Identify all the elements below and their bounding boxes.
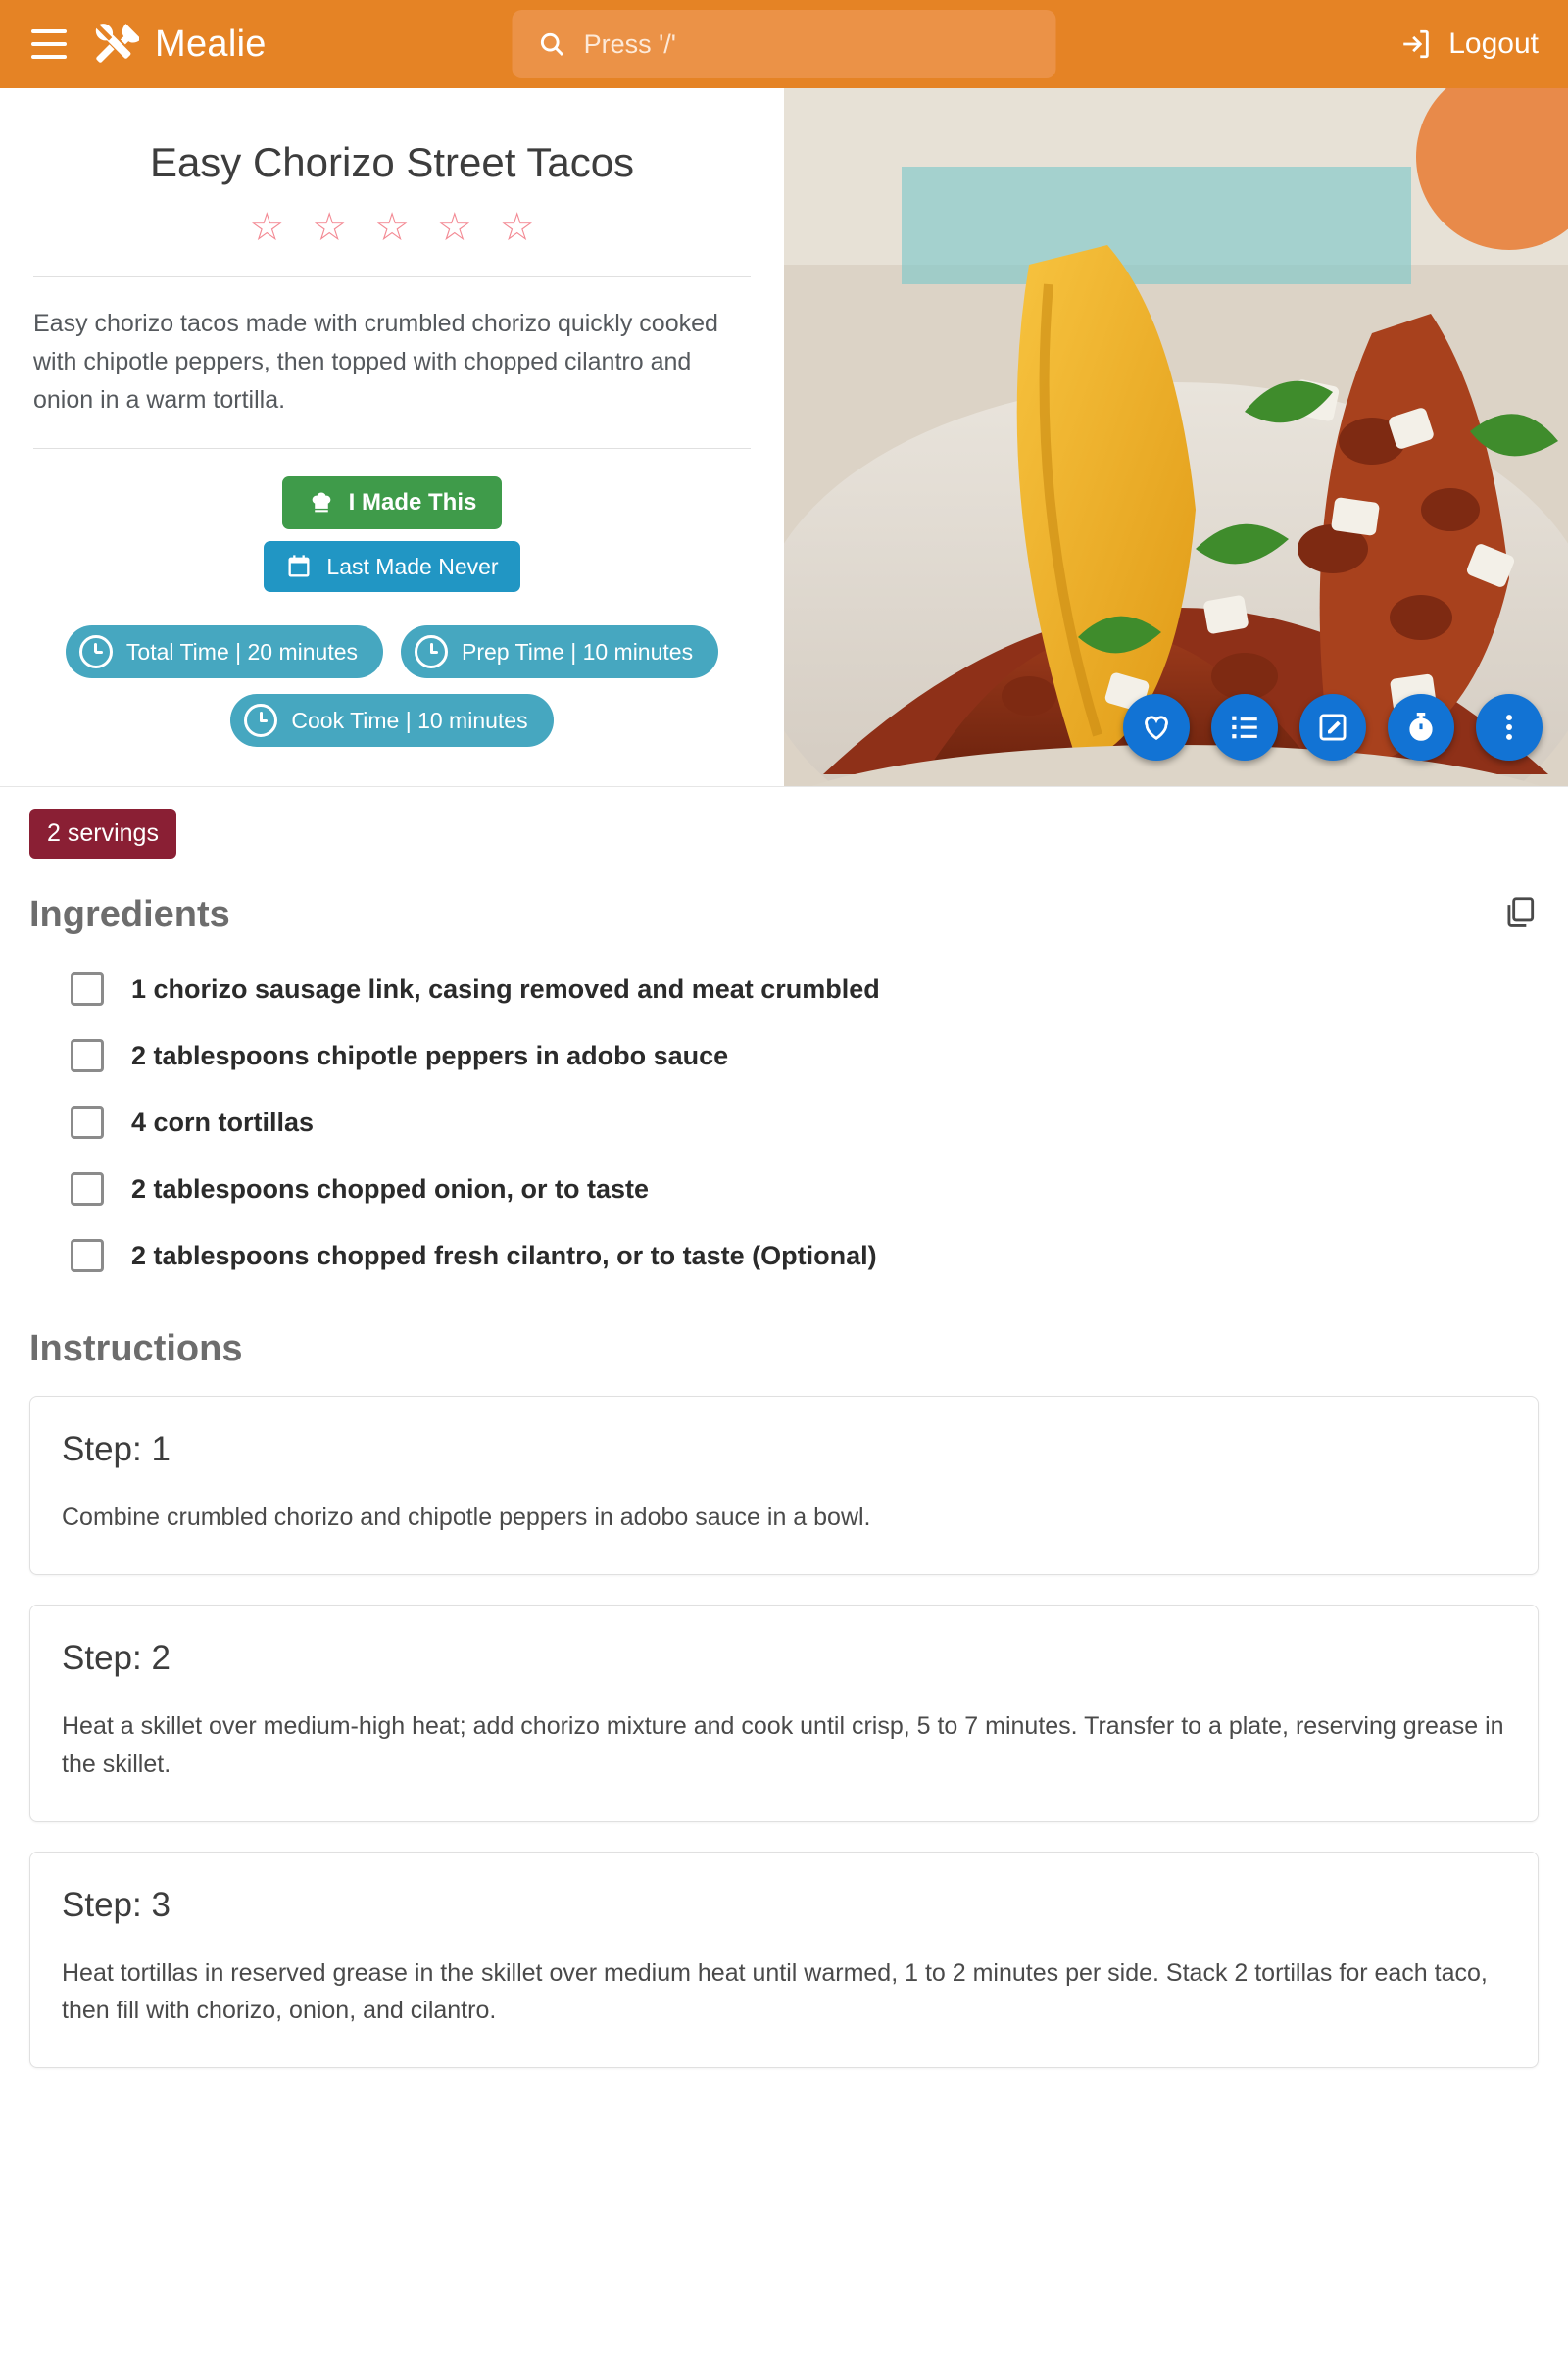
star-3[interactable]: ☆ bbox=[374, 206, 410, 249]
ingredient-checkbox[interactable] bbox=[71, 1172, 104, 1206]
ingredient-checkbox[interactable] bbox=[71, 972, 104, 1006]
chef-hat-icon bbox=[308, 489, 335, 517]
instructions-heading: Instructions bbox=[29, 1328, 243, 1370]
recipe-hero bbox=[0, 88, 1568, 787]
prep-time-label: Prep Time | 10 minutes bbox=[462, 638, 694, 665]
ingredient-label: 2 tablespoons chopped fresh cilantro, or to taste (Optional) bbox=[131, 1240, 877, 1270]
step-text: Combine crumbled chorizo and chipotle peppers in adobo sauce in a bowl. bbox=[62, 1504, 871, 1532]
recipe-image bbox=[784, 88, 1568, 786]
star-1[interactable]: ☆ bbox=[249, 206, 285, 249]
divider-top bbox=[33, 276, 751, 277]
step-text: Heat a skillet over medium-high heat; add chorizo mixture and cook until crisp, 5 to 7 minutes. Transfer to a plate, reserving grease in the skillet. bbox=[62, 1712, 1504, 1778]
app-title: Mealie bbox=[155, 23, 267, 65]
prep-time-chip bbox=[401, 625, 718, 678]
search-icon bbox=[538, 28, 566, 60]
star-2[interactable]: ☆ bbox=[312, 206, 348, 249]
instruction-step[interactable] bbox=[29, 1396, 1539, 1575]
mealie-logo-icon bbox=[90, 20, 139, 69]
instruction-step[interactable] bbox=[29, 1852, 1539, 2069]
timer-icon[interactable] bbox=[1388, 694, 1454, 761]
time-chips-second-row bbox=[33, 694, 751, 747]
more-options-icon[interactable] bbox=[1476, 694, 1543, 761]
page-title: Easy Chorizo Street Tacos bbox=[149, 139, 635, 185]
list-item[interactable] bbox=[71, 956, 1539, 1022]
recipe-description: Easy chorizo tacos made with crumbled chorizo quickly cooked with chipotle peppers, then topped with chopped cilantro and onion in a warm tortilla. bbox=[33, 310, 718, 414]
step-text: Heat tortillas in reserved grease in the skillet over medium heat until warmed, 1 to 2 minutes per side. Stack 2 tortillas for each taco, then fill with chorizo, onion, and cilantro. bbox=[62, 1958, 1488, 2025]
ingredient-checkbox[interactable] bbox=[71, 1239, 104, 1272]
calendar-icon bbox=[285, 553, 313, 580]
favorite-icon[interactable] bbox=[1123, 694, 1190, 761]
logout-label: Logout bbox=[1448, 27, 1539, 60]
ingredients-header bbox=[29, 894, 1539, 936]
image-action-buttons bbox=[1123, 694, 1543, 761]
ingredients-list bbox=[29, 956, 1539, 1289]
recipe-summary bbox=[0, 88, 784, 786]
i-made-this-button[interactable] bbox=[282, 476, 503, 529]
made-buttons bbox=[33, 476, 751, 592]
search-input[interactable] bbox=[582, 28, 1031, 61]
star-5[interactable]: ☆ bbox=[499, 206, 535, 249]
logout-button[interactable] bbox=[1399, 27, 1539, 61]
list-item[interactable] bbox=[71, 1222, 1539, 1289]
clock-icon bbox=[415, 635, 448, 668]
i-made-this-label: I Made This bbox=[348, 489, 477, 517]
recipe-scale-icon[interactable] bbox=[1211, 694, 1278, 761]
clock-icon bbox=[79, 635, 113, 668]
ingredients-heading: Ingredients bbox=[29, 894, 230, 936]
total-time-label: Total Time | 20 minutes bbox=[125, 638, 358, 665]
total-time-chip bbox=[66, 625, 383, 678]
step-title: Step: 1 bbox=[62, 1430, 171, 1469]
cook-time-chip bbox=[230, 694, 553, 747]
ingredient-checkbox[interactable] bbox=[71, 1039, 104, 1072]
divider-bottom bbox=[33, 448, 751, 449]
app-bar bbox=[0, 0, 1568, 88]
clock-icon bbox=[244, 704, 277, 737]
ingredient-label: 2 tablespoons chopped onion, or to taste bbox=[131, 1173, 650, 1204]
cook-time-label: Cook Time | 10 minutes bbox=[291, 707, 528, 733]
ingredient-label: 1 chorizo sausage link, casing removed and meat crumbled bbox=[131, 973, 880, 1004]
recipe-body bbox=[0, 787, 1568, 2068]
rating-stars[interactable] bbox=[33, 208, 751, 247]
edit-icon[interactable] bbox=[1299, 694, 1366, 761]
copy-icon[interactable] bbox=[1501, 894, 1539, 936]
ingredient-label: 2 tablespoons chipotle peppers in adobo sauce bbox=[131, 1040, 729, 1070]
time-chips bbox=[33, 625, 751, 678]
ingredient-label: 4 corn tortillas bbox=[131, 1107, 315, 1137]
list-item[interactable] bbox=[71, 1089, 1539, 1156]
step-title: Step: 2 bbox=[62, 1639, 171, 1677]
instructions-list bbox=[29, 1396, 1539, 2068]
logout-icon bbox=[1399, 27, 1433, 61]
ingredient-checkbox[interactable] bbox=[71, 1106, 104, 1139]
last-made-button[interactable] bbox=[264, 541, 519, 592]
list-item[interactable] bbox=[71, 1156, 1539, 1222]
star-4[interactable]: ☆ bbox=[436, 206, 472, 249]
taco-photo bbox=[784, 88, 1568, 786]
list-item[interactable] bbox=[71, 1022, 1539, 1089]
search-box[interactable] bbox=[513, 10, 1056, 78]
menu-icon[interactable] bbox=[22, 17, 76, 72]
last-made-label: Last Made Never bbox=[326, 553, 499, 579]
instruction-step[interactable] bbox=[29, 1605, 1539, 1822]
servings-badge[interactable]: 2 servings bbox=[29, 809, 176, 859]
step-title: Step: 3 bbox=[62, 1885, 171, 1924]
